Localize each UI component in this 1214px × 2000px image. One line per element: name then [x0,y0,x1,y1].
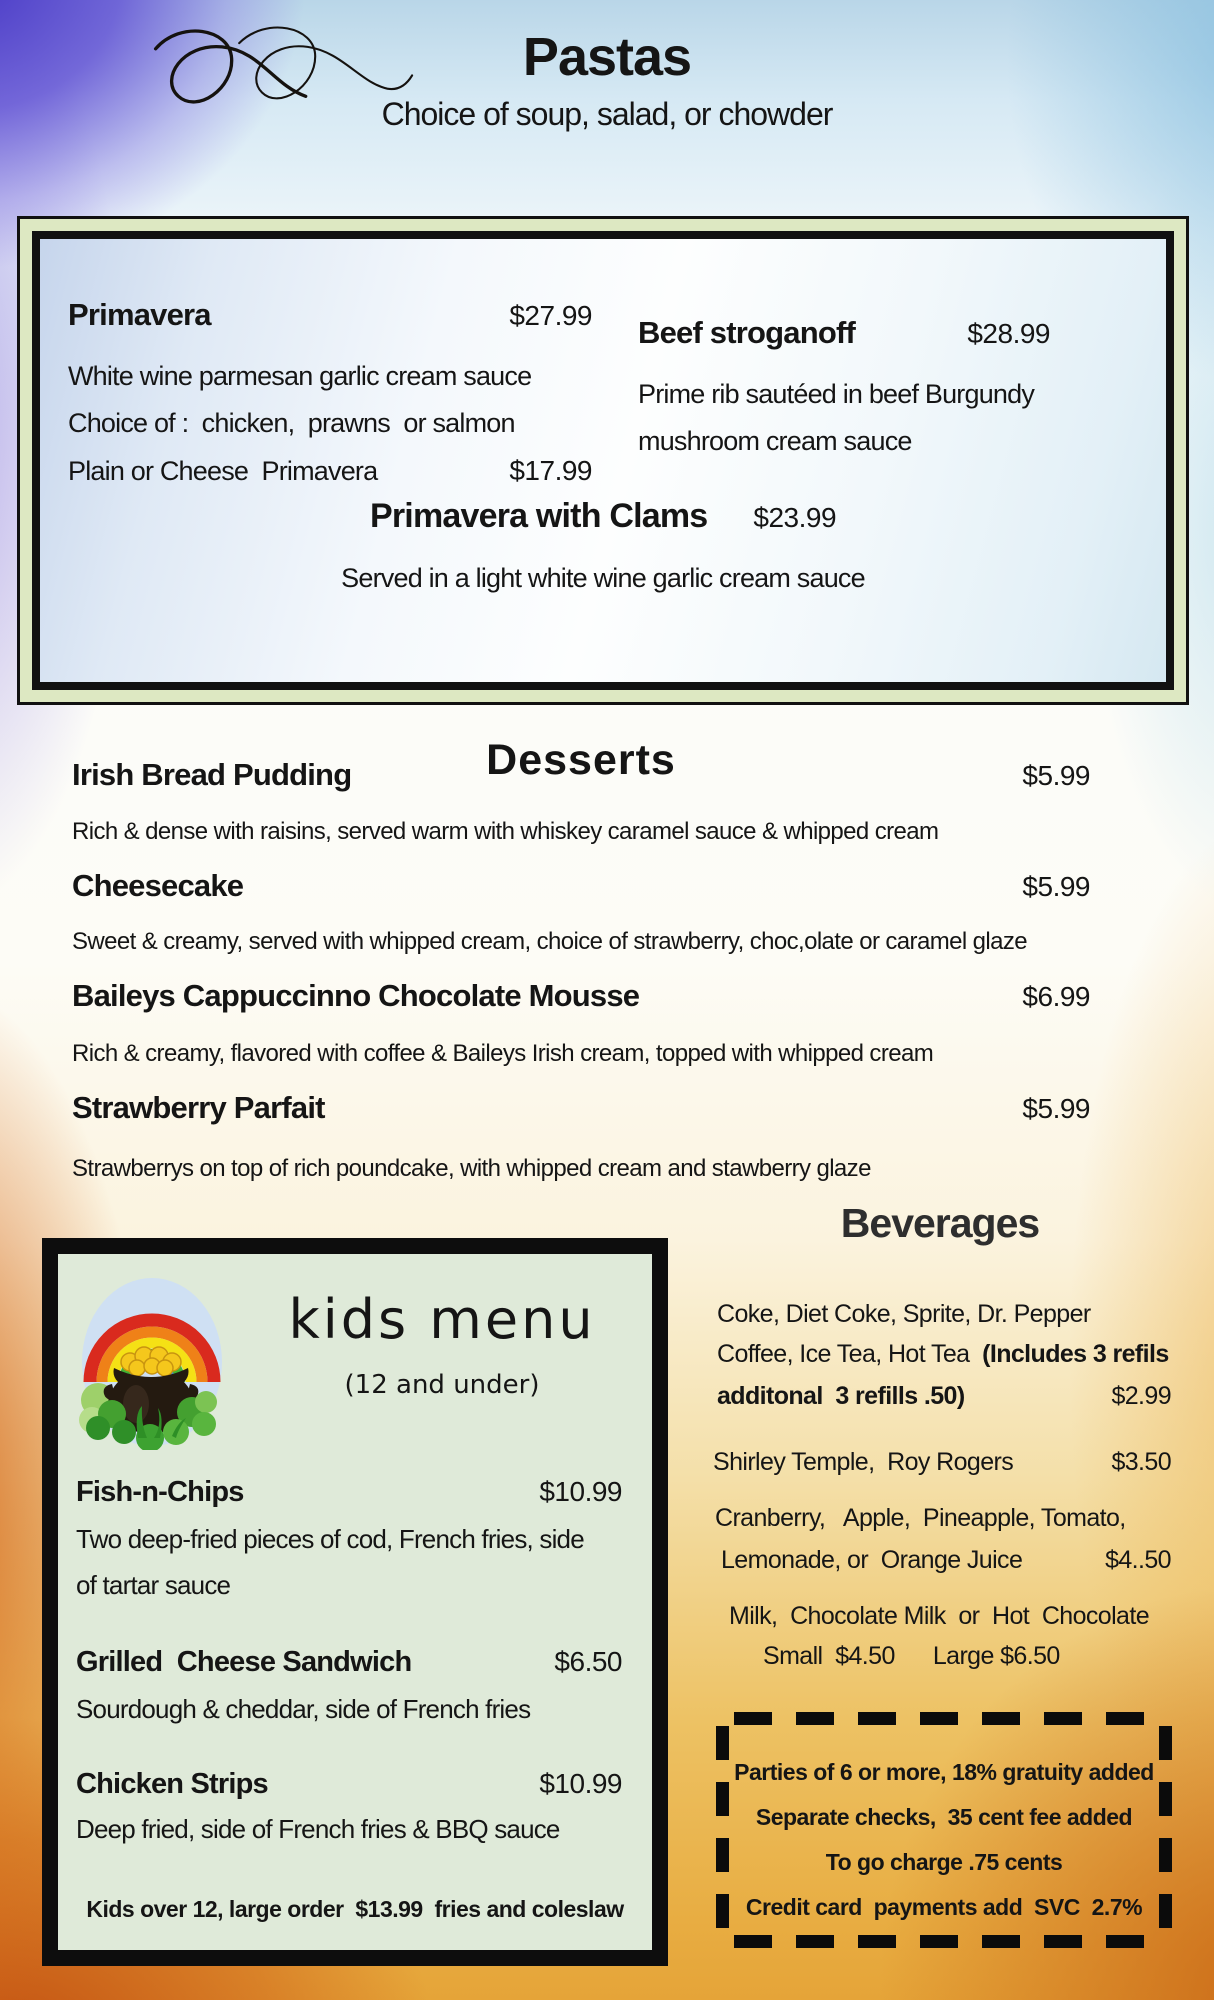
item-description: White wine parmesan garlic cream sauce [68,361,532,391]
policy-notes-panel [716,1712,1172,1948]
policy-note: To go charge .75 cents [825,1849,1063,1875]
item-description: Deep fried, side of French fries & BBQ sauce [76,1814,560,1844]
policy-note: Separate checks, 35 cent fee added [755,1804,1133,1830]
item-description: Rich & creamy, flavored with coffee & Baileys Irish cream, topped with whipped cream [72,1040,934,1067]
item-price: $10.99 [539,1768,622,1799]
beverage-juices-line1: Cranberry, Apple, Pineapple, Tomato, [715,1504,1126,1532]
item-price: $6.99 [1022,981,1090,1012]
beverage-milk-line: Milk, Chocolate Milk or Hot Chocolate [729,1602,1150,1630]
item-price: $3.50 [1111,1448,1171,1476]
pastas-panel [17,216,1189,705]
menu-item-cheesecake [72,868,1090,904]
menu-item-strawberry-parfait [72,1090,1090,1126]
pastas-panel-inner [32,231,1174,690]
menu-item-plain-primavera [68,455,592,487]
menu-item-beef-stroganoff [638,315,1050,351]
beverage-refills-row: additonal 3 refills .50) $2.99 [717,1382,1171,1410]
item-name: Fish-n-Chips [76,1476,244,1508]
page-title: Pastas [522,27,692,87]
item-name: Beef stroganoff [638,315,856,350]
beverage-shirley-temple-row: Shirley Temple, Roy Rogers $3.50 [713,1448,1171,1476]
dashed-border-bottom [734,1935,1154,1948]
menu-item-baileys-mousse [72,978,1090,1014]
rainbow-pot-of-gold-icon [74,1262,226,1455]
item-price: $23.99 [753,502,837,533]
item-description: of tartar sauce [76,1570,231,1600]
refills-note: (Includes 3 refils [982,1340,1169,1368]
menu-item-primavera-clams [40,497,1166,536]
item-price: $28.99 [967,318,1050,349]
beverage-sodas: Coke, Diet Coke, Sprite, Dr. Pepper [717,1300,1091,1328]
item-name: Baileys Cappuccinno Chocolate Mousse [72,978,640,1013]
beverages-section [705,1196,1175,1716]
kids-menu-heading: kids menu [288,1288,596,1351]
desserts-heading: Desserts [486,736,676,784]
menu-item-chicken-strips [76,1768,622,1801]
item-price: $6.50 [554,1646,622,1677]
item-price: $17.99 [509,455,592,486]
item-description: Strawberrys on top of rich poundcake, with whipped cream and stawberry glaze [72,1155,871,1182]
item-description: mushroom cream sauce [638,426,912,456]
item-description: Served in a light white wine garlic cream sauce [341,563,865,593]
item-description: Sweet & creamy, served with whipped cream, choice of strawberry, choc,olate or caramel glaze [72,928,1028,955]
item-name: Primavera with Clams [369,497,708,535]
item-price: $5.99 [1022,760,1090,791]
item-name: Cheesecake [72,868,244,903]
item-name: Grilled Cheese Sandwich [76,1646,412,1678]
kids-menu-subheading: (12 and under) [344,1370,540,1400]
item-description: Prime rib sautéed in beef Burgundy [638,379,1035,409]
item-description: Two deep-fried pieces of cod, French fries, side [76,1524,584,1554]
item-name: Primavera [68,297,211,332]
menu-item-irish-bread-pudding [72,757,1090,793]
item-price: $27.99 [509,300,592,331]
beverage-juices-row: Lemonade, or Orange Juice $4..50 [721,1546,1171,1574]
menu-item-primavera [68,297,592,333]
item-price: $5.99 [1022,1093,1090,1124]
menu-item-fish-n-chips [76,1476,622,1509]
dashed-border-top [734,1712,1154,1725]
item-price: $2.99 [1111,1382,1171,1410]
beverage-milk-prices: Small $4.50 Large $6.50 [763,1642,1060,1670]
item-price: $5.99 [1022,871,1090,902]
kids-menu-panel [42,1238,668,1966]
item-description: Rich & dense with raisins, served warm with whiskey caramel sauce & whipped cream [72,818,939,845]
dashed-border-right [1159,1726,1172,1934]
kids-menu-footer-note: Kids over 12, large order $13.99 fries and coleslaw [86,1896,624,1922]
menu-item-grilled-cheese [76,1646,622,1679]
item-price: $10.99 [539,1476,622,1507]
page-subtitle: Choice of soup, salad, or chowder [381,96,833,132]
policy-note: Credit card payments add SVC 2.7% [745,1894,1143,1920]
item-name: Chicken Strips [76,1768,268,1800]
item-name: Irish Bread Pudding [72,757,352,792]
item-description: Choice of : chicken, prawns or salmon [68,408,515,438]
item-name: Strawberry Parfait [72,1090,325,1125]
beverage-coffee-tea: Coffee, Ice Tea, Hot Tea (Includes 3 refils [717,1340,1169,1368]
desserts-section [72,736,1090,1206]
item-description: Sourdough & cheddar, side of French fries [76,1694,531,1724]
policy-note: Parties of 6 or more, 18% gratuity added [734,1759,1154,1785]
item-name: Plain or Cheese Primavera [68,456,378,486]
beverages-heading: Beverages [840,1200,1040,1246]
dashed-border-left [716,1726,729,1934]
item-price: $4..50 [1105,1546,1171,1574]
policy-notes-body [730,1726,1158,1934]
